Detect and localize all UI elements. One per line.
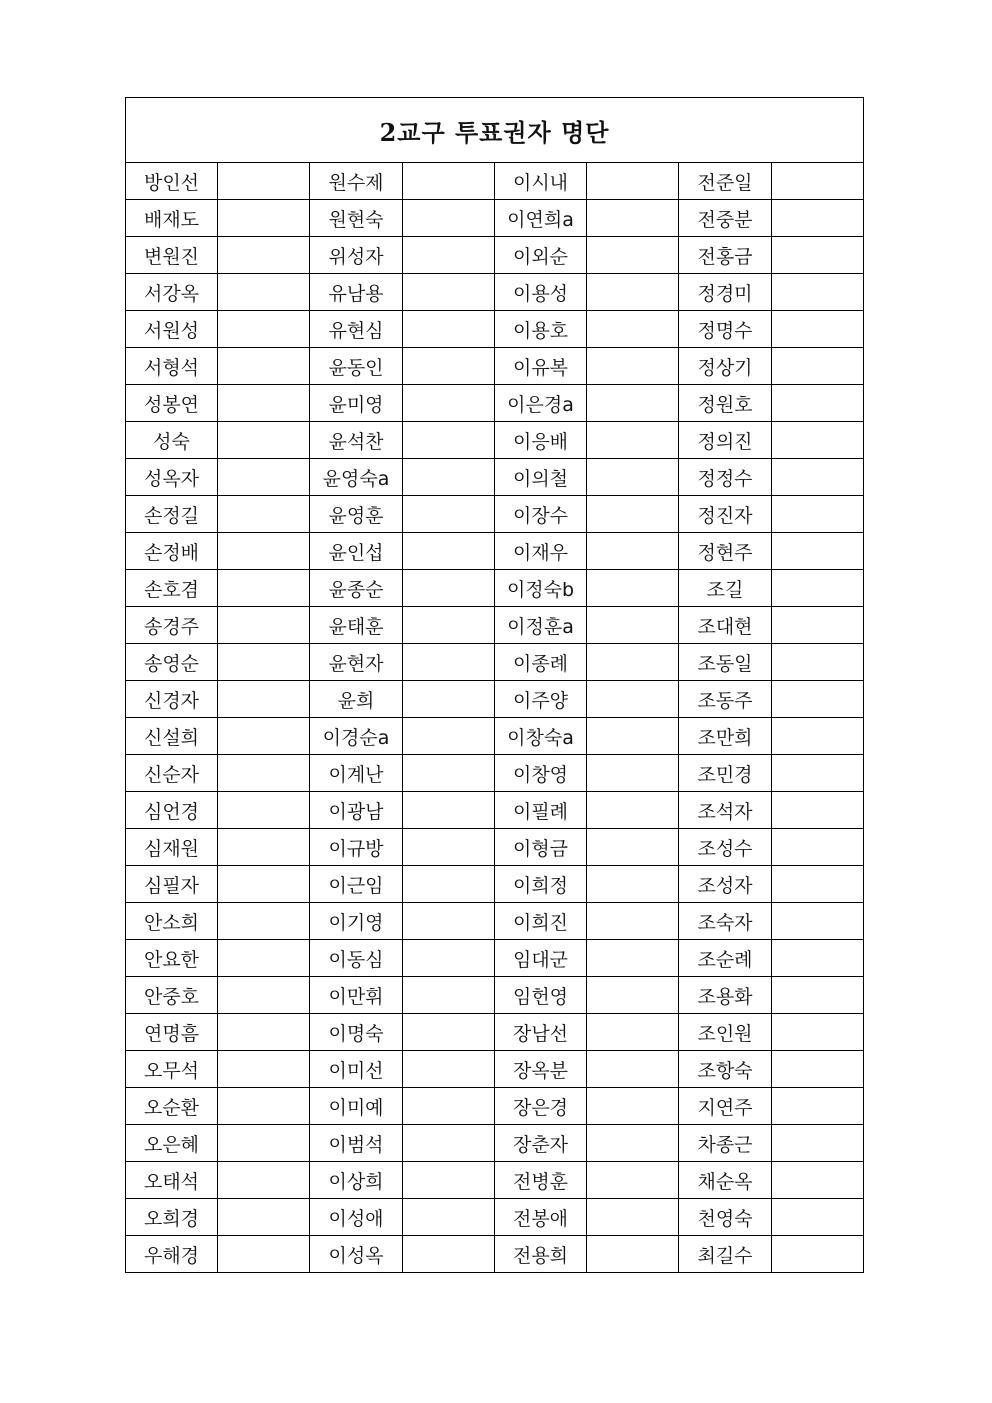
signature-cell — [403, 274, 495, 311]
voter-name-cell: 이주양 — [495, 681, 587, 718]
signature-cell — [218, 1162, 310, 1199]
voter-name-cell: 윤미영 — [310, 385, 403, 422]
signature-cell — [587, 533, 679, 570]
voter-name-cell: 정원호 — [679, 385, 772, 422]
signature-cell — [587, 1088, 679, 1125]
voter-name-cell: 이미예 — [310, 1088, 403, 1125]
voter-name-cell: 임대군 — [495, 940, 587, 977]
signature-cell — [772, 385, 864, 422]
voter-name-cell: 이미선 — [310, 1051, 403, 1088]
voter-name-cell: 조대현 — [679, 607, 772, 644]
signature-cell — [587, 866, 679, 903]
voter-name-cell: 이계난 — [310, 755, 403, 792]
table-row — [126, 792, 864, 829]
signature-cell — [218, 977, 310, 1014]
signature-cell — [403, 570, 495, 607]
signature-cell — [218, 570, 310, 607]
table-row — [126, 1162, 864, 1199]
signature-cell — [218, 1051, 310, 1088]
voter-name-cell: 서원성 — [126, 311, 218, 348]
signature-cell — [772, 681, 864, 718]
signature-cell — [772, 977, 864, 1014]
table-row — [126, 903, 864, 940]
voter-name-cell: 임헌영 — [495, 977, 587, 1014]
signature-cell — [587, 274, 679, 311]
signature-cell — [403, 1236, 495, 1273]
voter-name-cell: 이종례 — [495, 644, 587, 681]
signature-cell — [587, 200, 679, 237]
signature-cell — [772, 1236, 864, 1273]
voter-name-cell: 이희진 — [495, 903, 587, 940]
signature-cell — [772, 1088, 864, 1125]
voter-name-cell: 전용희 — [495, 1236, 587, 1273]
signature-cell — [772, 274, 864, 311]
table-row — [126, 829, 864, 866]
voter-name-cell: 이재우 — [495, 533, 587, 570]
voter-name-cell: 장남선 — [495, 1014, 587, 1051]
voter-name-cell: 오태석 — [126, 1162, 218, 1199]
voter-name-cell: 송영순 — [126, 644, 218, 681]
signature-cell — [772, 237, 864, 274]
signature-cell — [218, 1199, 310, 1236]
voter-name-cell: 이정숙b — [495, 570, 587, 607]
voter-name-cell: 이창숙a — [495, 718, 587, 755]
voter-name-cell: 정명수 — [679, 311, 772, 348]
voter-name-cell: 이응배 — [495, 422, 587, 459]
title-row — [126, 98, 864, 163]
signature-cell — [403, 311, 495, 348]
voter-name-cell: 손호겸 — [126, 570, 218, 607]
signature-cell — [403, 607, 495, 644]
signature-cell — [403, 459, 495, 496]
voter-name-cell: 이외순 — [495, 237, 587, 274]
signature-cell — [218, 1236, 310, 1273]
voter-name-cell: 이상희 — [310, 1162, 403, 1199]
signature-cell — [587, 348, 679, 385]
table-row — [126, 496, 864, 533]
signature-cell — [218, 903, 310, 940]
signature-cell — [772, 311, 864, 348]
voter-name-cell: 윤영숙a — [310, 459, 403, 496]
signature-cell — [772, 1199, 864, 1236]
voter-name-cell: 조순례 — [679, 940, 772, 977]
signature-cell — [772, 163, 864, 200]
voter-name-cell: 조석자 — [679, 792, 772, 829]
voter-name-cell: 정진자 — [679, 496, 772, 533]
voter-name-cell: 변원진 — [126, 237, 218, 274]
voter-name-cell: 안요한 — [126, 940, 218, 977]
signature-cell — [403, 1051, 495, 1088]
voter-name-cell: 조용화 — [679, 977, 772, 1014]
voter-name-cell: 위성자 — [310, 237, 403, 274]
signature-cell — [587, 163, 679, 200]
voter-name-cell: 방인선 — [126, 163, 218, 200]
signature-cell — [218, 311, 310, 348]
voter-name-cell: 심재원 — [126, 829, 218, 866]
signature-cell — [772, 792, 864, 829]
voter-name-cell: 이시내 — [495, 163, 587, 200]
signature-cell — [587, 940, 679, 977]
voter-name-cell: 정경미 — [679, 274, 772, 311]
table-row — [126, 1014, 864, 1051]
signature-cell — [218, 755, 310, 792]
voter-name-cell: 이기영 — [310, 903, 403, 940]
voter-name-cell: 이창영 — [495, 755, 587, 792]
voter-name-cell: 이연희a — [495, 200, 587, 237]
voter-name-cell: 윤태훈 — [310, 607, 403, 644]
voter-name-cell: 성옥자 — [126, 459, 218, 496]
voter-name-cell: 배재도 — [126, 200, 218, 237]
table-row — [126, 866, 864, 903]
voter-name-cell: 지연주 — [679, 1088, 772, 1125]
signature-cell — [587, 1125, 679, 1162]
signature-cell — [218, 237, 310, 274]
signature-cell — [772, 1125, 864, 1162]
table-row — [126, 940, 864, 977]
voter-name-cell: 이광남 — [310, 792, 403, 829]
signature-cell — [587, 1199, 679, 1236]
signature-cell — [403, 940, 495, 977]
voter-name-cell: 정현주 — [679, 533, 772, 570]
signature-cell — [403, 533, 495, 570]
voter-list-table — [125, 97, 864, 1273]
voter-list-sheet — [125, 97, 863, 1273]
signature-cell — [218, 718, 310, 755]
signature-cell — [772, 940, 864, 977]
voter-name-cell: 이형금 — [495, 829, 587, 866]
voter-name-cell: 조성자 — [679, 866, 772, 903]
voter-name-cell: 장은경 — [495, 1088, 587, 1125]
signature-cell — [403, 718, 495, 755]
signature-cell — [772, 644, 864, 681]
signature-cell — [403, 829, 495, 866]
signature-cell — [587, 237, 679, 274]
signature-cell — [403, 1199, 495, 1236]
signature-cell — [218, 200, 310, 237]
signature-cell — [772, 422, 864, 459]
voter-name-cell: 최길수 — [679, 1236, 772, 1273]
signature-cell — [587, 422, 679, 459]
table-row — [126, 348, 864, 385]
voter-name-cell: 이장수 — [495, 496, 587, 533]
table-row — [126, 977, 864, 1014]
voter-name-cell: 조숙자 — [679, 903, 772, 940]
signature-cell — [587, 1162, 679, 1199]
voter-name-cell: 오희경 — [126, 1199, 218, 1236]
signature-cell — [772, 1014, 864, 1051]
table-row — [126, 1236, 864, 1273]
voter-name-cell: 조동주 — [679, 681, 772, 718]
signature-cell — [587, 644, 679, 681]
signature-cell — [218, 1125, 310, 1162]
signature-cell — [587, 1051, 679, 1088]
signature-cell — [587, 311, 679, 348]
signature-cell — [403, 644, 495, 681]
voter-name-cell: 이용성 — [495, 274, 587, 311]
signature-cell — [403, 681, 495, 718]
voter-name-cell: 유현심 — [310, 311, 403, 348]
signature-cell — [403, 1088, 495, 1125]
voter-name-cell: 전봉애 — [495, 1199, 587, 1236]
signature-cell — [218, 644, 310, 681]
voter-name-cell: 심필자 — [126, 866, 218, 903]
table-row — [126, 1199, 864, 1236]
signature-cell — [772, 1051, 864, 1088]
voter-name-cell: 이성옥 — [310, 1236, 403, 1273]
signature-cell — [403, 792, 495, 829]
signature-cell — [772, 1162, 864, 1199]
voter-name-cell: 이의철 — [495, 459, 587, 496]
signature-cell — [587, 385, 679, 422]
signature-cell — [587, 681, 679, 718]
voter-name-cell: 이규방 — [310, 829, 403, 866]
voter-name-cell: 원현숙 — [310, 200, 403, 237]
voter-name-cell: 조민경 — [679, 755, 772, 792]
voter-name-cell: 전준일 — [679, 163, 772, 200]
voter-name-cell: 신설희 — [126, 718, 218, 755]
signature-cell — [218, 940, 310, 977]
signature-cell — [218, 681, 310, 718]
signature-cell — [218, 1014, 310, 1051]
signature-cell — [587, 903, 679, 940]
signature-cell — [587, 977, 679, 1014]
signature-cell — [218, 866, 310, 903]
table-row — [126, 718, 864, 755]
voter-list-body — [126, 98, 864, 1273]
signature-cell — [403, 866, 495, 903]
voter-name-cell: 이범석 — [310, 1125, 403, 1162]
voter-name-cell: 오무석 — [126, 1051, 218, 1088]
table-row — [126, 644, 864, 681]
table-row — [126, 385, 864, 422]
voter-name-cell: 신경자 — [126, 681, 218, 718]
voter-name-cell: 조길 — [679, 570, 772, 607]
voter-name-cell: 이용호 — [495, 311, 587, 348]
signature-cell — [587, 755, 679, 792]
voter-name-cell: 이경순a — [310, 718, 403, 755]
voter-name-cell: 송경주 — [126, 607, 218, 644]
voter-name-cell: 이희정 — [495, 866, 587, 903]
table-row — [126, 533, 864, 570]
voter-name-cell: 이성애 — [310, 1199, 403, 1236]
voter-name-cell: 조동일 — [679, 644, 772, 681]
voter-name-cell: 차종근 — [679, 1125, 772, 1162]
signature-cell — [772, 755, 864, 792]
voter-name-cell: 천영숙 — [679, 1199, 772, 1236]
signature-cell — [218, 607, 310, 644]
signature-cell — [403, 1125, 495, 1162]
voter-name-cell: 유남용 — [310, 274, 403, 311]
voter-name-cell: 오순환 — [126, 1088, 218, 1125]
voter-name-cell: 정의진 — [679, 422, 772, 459]
signature-cell — [403, 1162, 495, 1199]
signature-cell — [587, 1014, 679, 1051]
signature-cell — [218, 792, 310, 829]
signature-cell — [218, 533, 310, 570]
signature-cell — [403, 348, 495, 385]
signature-cell — [772, 718, 864, 755]
signature-cell — [403, 385, 495, 422]
table-row — [126, 607, 864, 644]
voter-name-cell: 원수제 — [310, 163, 403, 200]
table-row — [126, 200, 864, 237]
signature-cell — [772, 496, 864, 533]
table-row — [126, 1125, 864, 1162]
voter-name-cell: 윤현자 — [310, 644, 403, 681]
signature-cell — [772, 607, 864, 644]
table-row — [126, 237, 864, 274]
voter-name-cell: 이동심 — [310, 940, 403, 977]
voter-name-cell: 윤희 — [310, 681, 403, 718]
voter-name-cell: 이은경a — [495, 385, 587, 422]
signature-cell — [218, 422, 310, 459]
voter-name-cell: 이유복 — [495, 348, 587, 385]
signature-cell — [218, 385, 310, 422]
table-row — [126, 163, 864, 200]
table-row — [126, 311, 864, 348]
voter-name-cell: 이만휘 — [310, 977, 403, 1014]
table-row — [126, 570, 864, 607]
voter-name-cell: 윤석찬 — [310, 422, 403, 459]
voter-name-cell: 성숙 — [126, 422, 218, 459]
voter-name-cell: 전중분 — [679, 200, 772, 237]
signature-cell — [403, 496, 495, 533]
voter-name-cell: 채순옥 — [679, 1162, 772, 1199]
signature-cell — [772, 866, 864, 903]
voter-name-cell: 윤종순 — [310, 570, 403, 607]
signature-cell — [403, 1014, 495, 1051]
voter-name-cell: 정정수 — [679, 459, 772, 496]
voter-name-cell: 연명흠 — [126, 1014, 218, 1051]
signature-cell — [403, 755, 495, 792]
signature-cell — [403, 422, 495, 459]
voter-name-cell: 손정길 — [126, 496, 218, 533]
signature-cell — [772, 348, 864, 385]
table-row — [126, 755, 864, 792]
document-title: 2교구 투표권자 명단 — [126, 98, 864, 163]
voter-name-cell: 우해경 — [126, 1236, 218, 1273]
signature-cell — [772, 903, 864, 940]
table-row — [126, 422, 864, 459]
signature-cell — [403, 200, 495, 237]
signature-cell — [218, 1088, 310, 1125]
signature-cell — [587, 829, 679, 866]
signature-cell — [772, 200, 864, 237]
voter-name-cell: 오은혜 — [126, 1125, 218, 1162]
signature-cell — [772, 829, 864, 866]
signature-cell — [218, 163, 310, 200]
signature-cell — [218, 829, 310, 866]
voter-name-cell: 안중호 — [126, 977, 218, 1014]
signature-cell — [587, 496, 679, 533]
signature-cell — [218, 496, 310, 533]
signature-cell — [403, 237, 495, 274]
signature-cell — [587, 1236, 679, 1273]
signature-cell — [587, 570, 679, 607]
voter-name-cell: 서형석 — [126, 348, 218, 385]
signature-cell — [587, 718, 679, 755]
voter-name-cell: 안소희 — [126, 903, 218, 940]
signature-cell — [403, 163, 495, 200]
voter-name-cell: 윤인섭 — [310, 533, 403, 570]
signature-cell — [587, 459, 679, 496]
voter-name-cell: 조인원 — [679, 1014, 772, 1051]
signature-cell — [587, 607, 679, 644]
voter-name-cell: 조항숙 — [679, 1051, 772, 1088]
voter-name-cell: 신순자 — [126, 755, 218, 792]
voter-name-cell: 장춘자 — [495, 1125, 587, 1162]
table-row — [126, 1051, 864, 1088]
voter-name-cell: 전홍금 — [679, 237, 772, 274]
voter-name-cell: 윤영훈 — [310, 496, 403, 533]
table-row — [126, 681, 864, 718]
table-row — [126, 1088, 864, 1125]
table-row — [126, 459, 864, 496]
voter-name-cell: 서강옥 — [126, 274, 218, 311]
signature-cell — [772, 570, 864, 607]
signature-cell — [218, 459, 310, 496]
voter-name-cell: 이근임 — [310, 866, 403, 903]
voter-name-cell: 장옥분 — [495, 1051, 587, 1088]
voter-name-cell: 성봉연 — [126, 385, 218, 422]
voter-name-cell: 윤동인 — [310, 348, 403, 385]
signature-cell — [587, 792, 679, 829]
voter-name-cell: 이명숙 — [310, 1014, 403, 1051]
voter-name-cell: 손정배 — [126, 533, 218, 570]
signature-cell — [218, 274, 310, 311]
voter-name-cell: 이필례 — [495, 792, 587, 829]
voter-name-cell: 조성수 — [679, 829, 772, 866]
voter-name-cell: 조만희 — [679, 718, 772, 755]
voter-name-cell: 정상기 — [679, 348, 772, 385]
signature-cell — [403, 903, 495, 940]
signature-cell — [218, 348, 310, 385]
signature-cell — [772, 533, 864, 570]
voter-name-cell: 심언경 — [126, 792, 218, 829]
voter-name-cell: 이정훈a — [495, 607, 587, 644]
table-row — [126, 274, 864, 311]
signature-cell — [403, 977, 495, 1014]
signature-cell — [772, 459, 864, 496]
voter-name-cell: 전병훈 — [495, 1162, 587, 1199]
